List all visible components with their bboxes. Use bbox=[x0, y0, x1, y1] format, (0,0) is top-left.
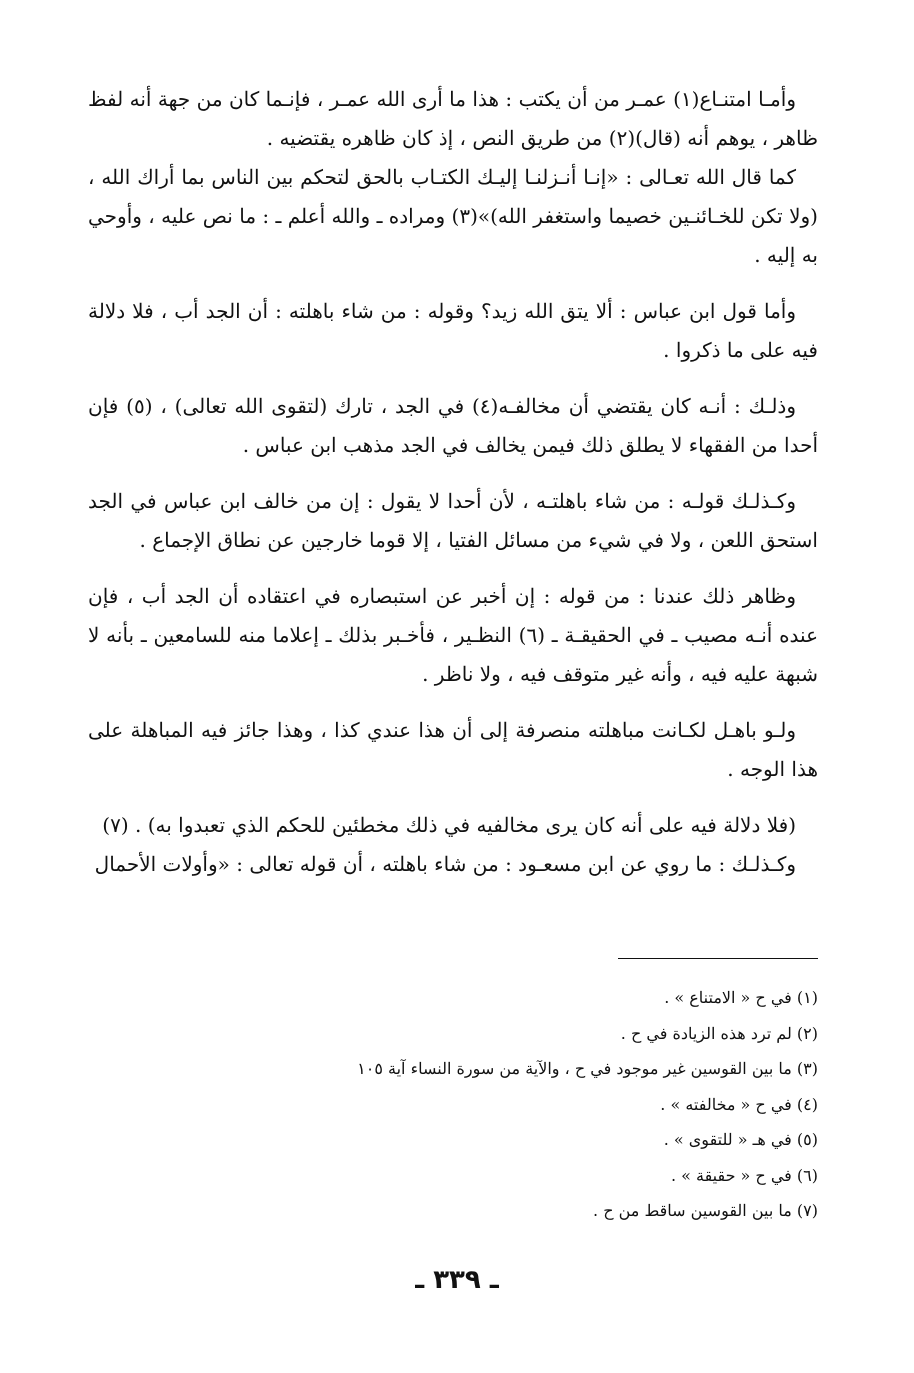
paragraph-ibn-abbas: وأما قول ابن عباس : ألا يتق الله زيد؟ وقوله : من شاء باهلته : أن الجد أب ، فلا دلالة فيه على ما ذكروا . bbox=[88, 299, 818, 362]
main-text bbox=[88, 80, 818, 884]
footnote: (٢) لم ترد هذه الزيادة في ح . bbox=[620, 1023, 818, 1043]
footnote: (٦) في ح « حقيقة » . bbox=[670, 1165, 818, 1185]
paragraph-if-he-invoked: ولـو باهـل لكـانت مباهلته منصرفة إلى أن هذا عندي كذا ، وهذا جائز فيه المباهلة على هذا الوجه . bbox=[88, 718, 818, 781]
paragraph-mubahala: وكـذلـك قولـه : من شاء باهلتـه ، لأن أحدا لا يقول : إن من خالف ابن عباس في الجد استحق اللعن ، ولا في شيء من مسائل الفتيا ، إلا قوما خارجين عن نطاق الإجماع . bbox=[88, 489, 818, 552]
paragraph-ibn-masud: وكـذلـك : ما روي عن ابن مسعـود : من شاء باهلته ، أن قوله تعالى : «وأولات الأحمال bbox=[94, 852, 796, 876]
footnote-divider bbox=[618, 958, 818, 959]
footnote: (٧) ما بين القوسين ساقط من ح . bbox=[593, 1201, 818, 1220]
footnote: (٤) في ح « مخالفته » . bbox=[660, 1094, 818, 1114]
footnote: (١) في ح « الامتناع » . bbox=[664, 988, 818, 1007]
footnotes-section bbox=[118, 980, 818, 1229]
paragraph-no-evidence: (فلا دلالة فيه على أنه كان يرى مخالفيه في ذلك مخطئين للحكم الذي تعبدوا به) . (٧) bbox=[102, 813, 796, 837]
footnote: (٥) في هـ « للتقوى » . bbox=[663, 1130, 818, 1149]
paragraph-explanation: وذلـك : أنـه كان يقتضي أن مخالفـه(٤) في الجد ، تارك (لتقوى الله تعالى) ، (٥) فإن أحدا من الفقهاء لا يطلق ذلك فيمن يخالف في الجد مذهب ابن عباس . bbox=[88, 394, 818, 457]
paragraph-quran-verse: كما قال الله تعـالى : «إنـا أنـزلنـا إليـك الكتـاب بالحق لتحكم بين الناس بما أراك الله ، (ولا تكن للخـائنـين خصيما واستغفر الله)»(٣) ومراده ـ والله أعلم ـ : ما نص عليه ، وأوحي به إليه . bbox=[88, 165, 818, 267]
page-number: ـ ٣٣٩ ـ bbox=[415, 1265, 499, 1295]
paragraph-apparent-meaning: وظاهر ذلك عندنا : من قوله : إن أخبر عن استبصاره في اعتقاده أن الجد أب ، فإن عنده أنـه مصيب ـ في الحقيقـة ـ (٦) النظـير ، فأخـبر بذلك ـ إعلاما منه للسامعين ـ بأنه لا شبهة عليه فيه ، وأنه غير متوقف فيه ، ولا ناظر . bbox=[88, 584, 819, 686]
footnote: (٣) ما بين القوسين غير موجود في ح ، والآية من سورة النساء آية ١٠٥ bbox=[357, 1059, 818, 1078]
paragraph-omar-refusal: وأمـا امتنـاع(١) عمـر من أن يكتب : هذا ما أرى الله عمـر ، فإنـما كان من جهة أنه لفظ ظاهر ، يوهم أنه (قال)(٢) من طريق النص ، إذ كان ظاهره يقتضيه . bbox=[88, 87, 818, 150]
